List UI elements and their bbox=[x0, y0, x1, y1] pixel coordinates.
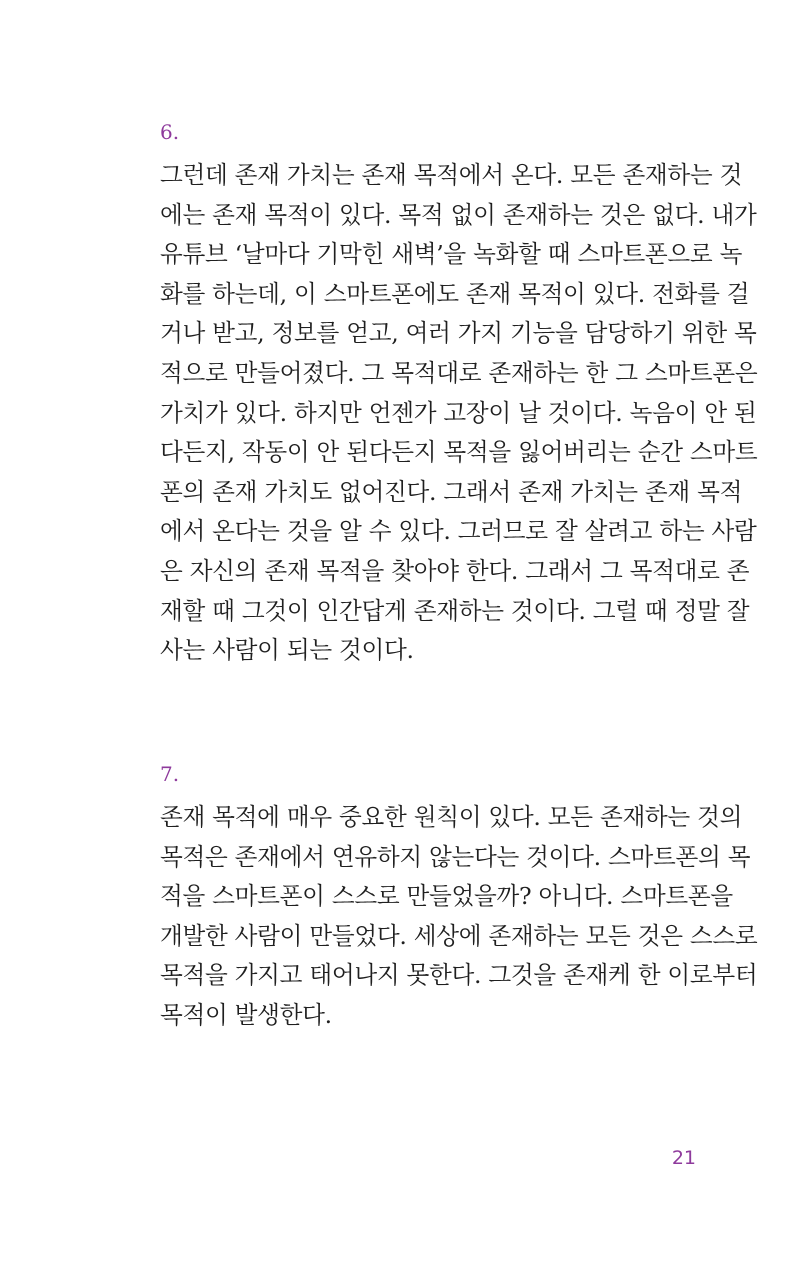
text-line: 개발한 사람이 만들었다. 세상에 존재하는 모든 것은 스스로 bbox=[160, 921, 758, 950]
paragraph bbox=[160, 798, 758, 1036]
section-6 bbox=[160, 118, 758, 671]
text-line: 은 자신의 존재 목적을 찾아야 한다. 그래서 그 목적대로 존 bbox=[160, 556, 750, 585]
text-line: 화를 하는데, 이 스마트폰에도 존재 목적이 있다. 전화를 걸 bbox=[160, 279, 750, 308]
section-number: 6. bbox=[160, 120, 180, 144]
text-line: 다든지, 작동이 안 된다든지 목적을 잃어버리는 순간 스마트 bbox=[160, 438, 758, 467]
text-line: 가치가 있다. 하지만 언젠가 고장이 날 것이다. 녹음이 안 된 bbox=[160, 398, 757, 427]
text-line: 에는 존재 목적이 있다. 목적 없이 존재하는 것은 없다. 내가 bbox=[160, 200, 757, 229]
text-line: 적으로 만들어졌다. 그 목적대로 존재하는 한 그 스마트폰은 bbox=[160, 358, 758, 387]
section-7 bbox=[160, 760, 758, 1036]
text-line: 폰의 존재 가치도 없어진다. 그래서 존재 가치는 존재 목적 bbox=[160, 477, 743, 506]
text-line: 적을 스마트폰이 스스로 만들었을까? 아니다. 스마트폰을 bbox=[160, 882, 733, 911]
text-line: 사는 사람이 되는 것이다. bbox=[160, 636, 414, 665]
text-line: 유튜브 ‘날마다 기막힌 새벽’을 녹화할 때 스마트폰으로 녹 bbox=[160, 240, 743, 269]
text-line: 거나 받고, 정보를 얻고, 여러 가지 기능을 담당하기 위한 목 bbox=[160, 319, 757, 348]
text-line: 목적은 존재에서 연유하지 않는다는 것이다. 스마트폰의 목 bbox=[160, 842, 751, 871]
text-line: 에서 온다는 것을 알 수 있다. 그러므로 잘 살려고 하는 사람 bbox=[160, 517, 757, 546]
text-line: 목적을 가지고 태어나지 못한다. 그것을 존재케 한 이로부터 bbox=[160, 961, 758, 990]
text-line: 재할 때 그것이 인간답게 존재하는 것이다. 그럴 때 정말 잘 bbox=[160, 596, 750, 625]
text-line: 목적이 발생한다. bbox=[160, 1000, 332, 1029]
text-line: 존재 목적에 매우 중요한 원칙이 있다. 모든 존재하는 것의 bbox=[160, 803, 743, 831]
paragraph bbox=[160, 156, 758, 671]
section-number: 7. bbox=[160, 762, 180, 786]
page-number: 21 bbox=[671, 1147, 696, 1169]
text-line: 그런데 존재 가치는 존재 목적에서 온다. 모든 존재하는 것 bbox=[160, 161, 743, 189]
